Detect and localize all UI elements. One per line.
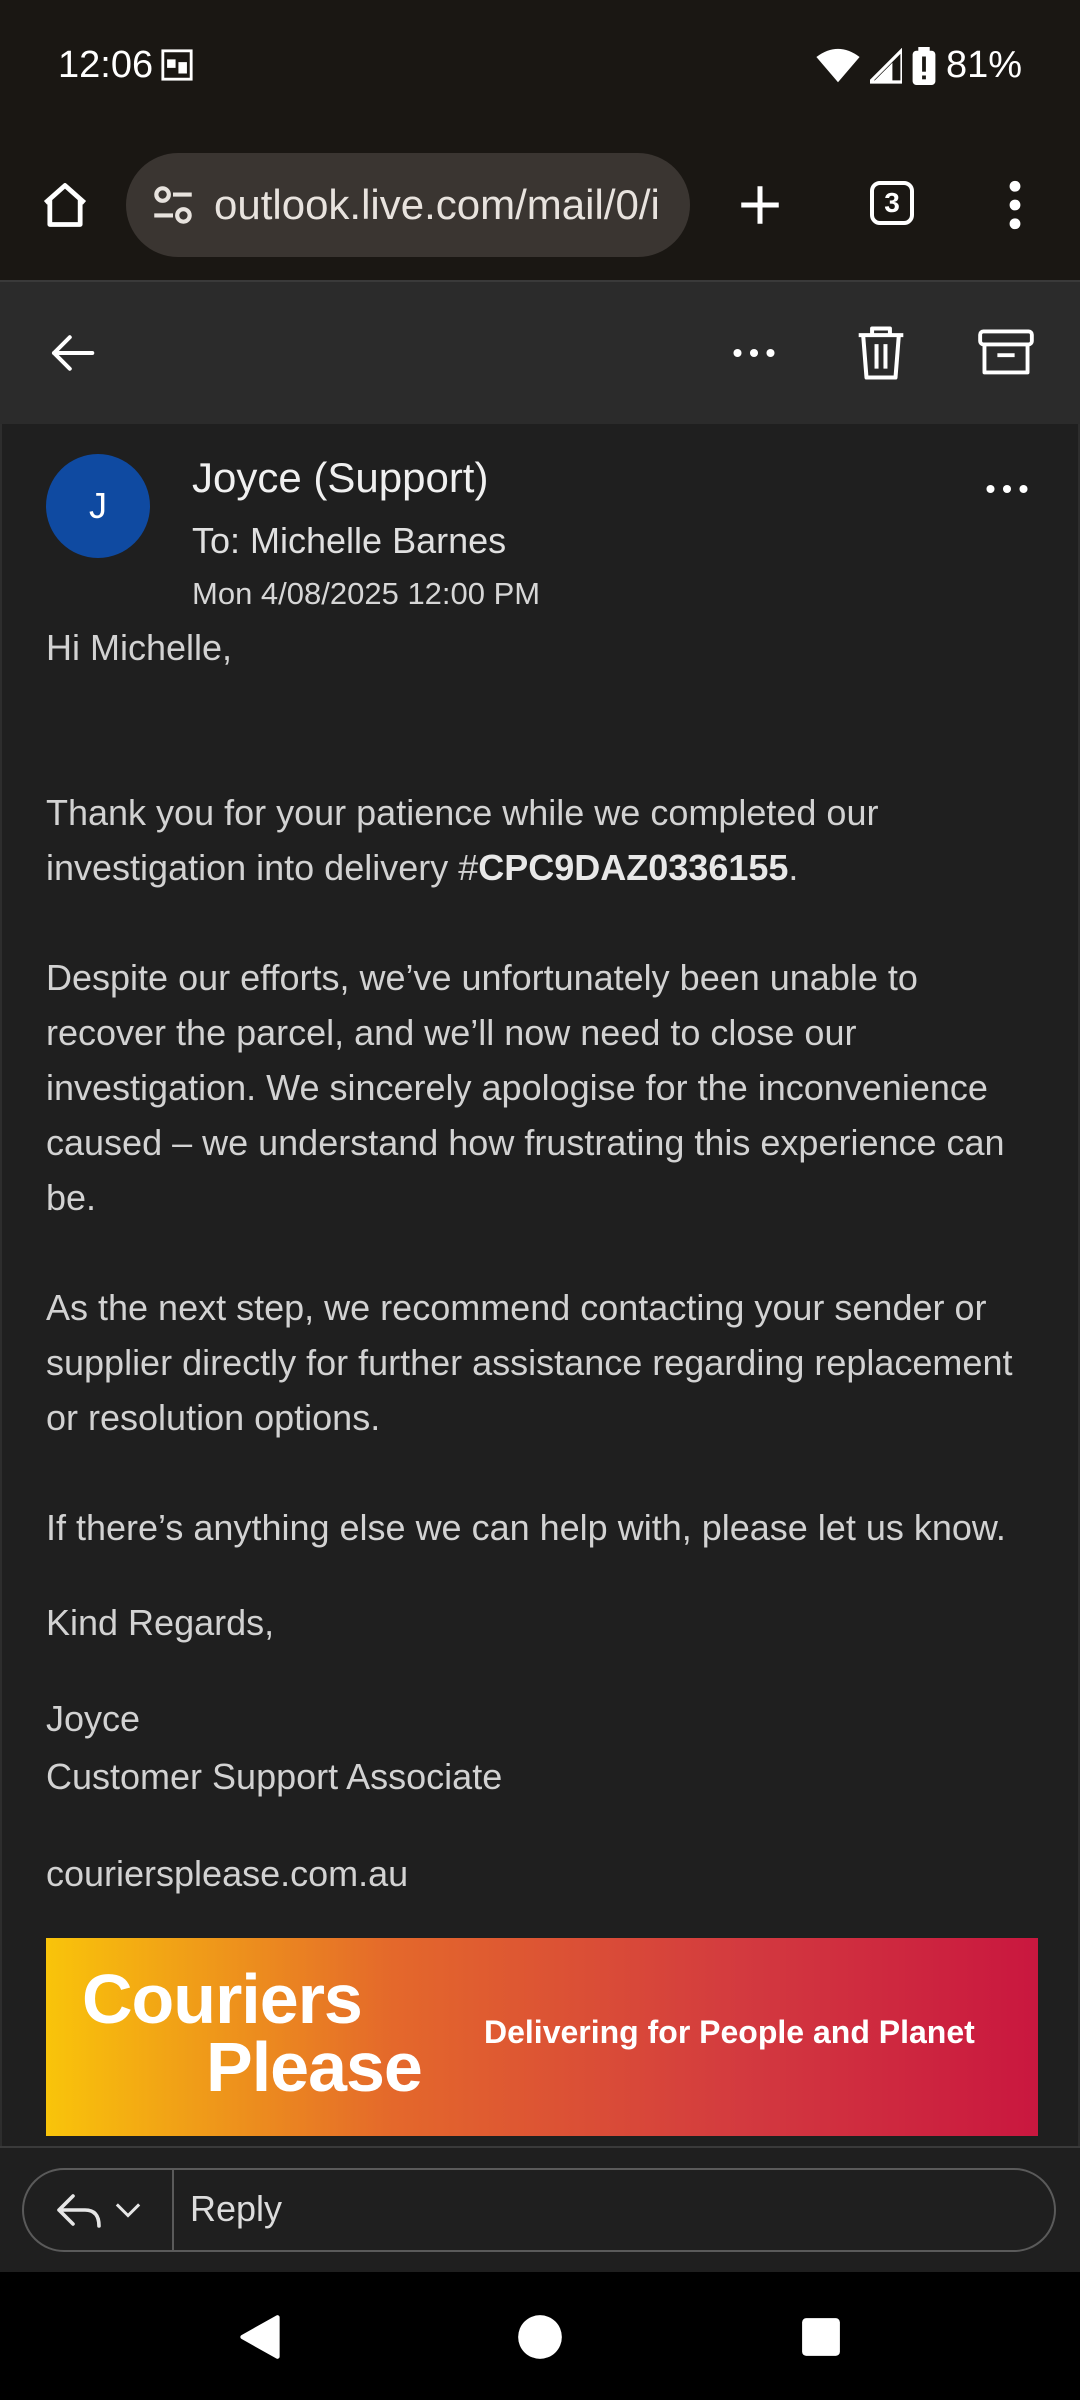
nav-home-button[interactable] bbox=[505, 2302, 575, 2372]
reply-icon bbox=[55, 2190, 103, 2230]
home-button[interactable] bbox=[30, 170, 100, 240]
browser-toolbar bbox=[0, 135, 1080, 280]
more-horiz-icon bbox=[985, 483, 1029, 495]
wifi-icon bbox=[816, 48, 860, 84]
message-more-button[interactable] bbox=[977, 464, 1037, 514]
battery-icon bbox=[912, 47, 936, 85]
reply-input[interactable] bbox=[22, 2168, 1056, 2252]
paragraph-1 bbox=[46, 785, 1046, 895]
nav-recents-icon bbox=[800, 2316, 842, 2358]
battery-percent: 81% bbox=[945, 44, 1022, 86]
banner-logo-line1: Couriers bbox=[82, 1960, 362, 2038]
plus-icon bbox=[735, 180, 785, 230]
home-icon bbox=[39, 179, 91, 231]
recipient-line: To: Michelle Barnes bbox=[192, 520, 507, 561]
archive-icon bbox=[978, 328, 1034, 378]
paragraph-2: Despite our efforts, we’ve unfortunately been unable to recover the parcel, and we’ll now need to close our investigation. We sincerely apologise for the inconvenience caused – we understand how frustrating this experience can be. bbox=[46, 957, 1005, 1218]
new-tab-button[interactable] bbox=[725, 170, 795, 240]
more-vert-icon bbox=[1008, 180, 1022, 230]
couriers-please-banner[interactable] bbox=[46, 1938, 1038, 2136]
system-nav-bar bbox=[0, 2272, 1080, 2400]
reply-label[interactable]: Reply bbox=[190, 2188, 283, 2229]
paragraph-1-text: Thank you for your patience while we completed our investigation into delivery # bbox=[46, 792, 879, 888]
browser-menu-button[interactable] bbox=[990, 170, 1040, 240]
reply-bar bbox=[0, 2146, 1080, 2272]
message-date: Mon 4/08/2025 12:00 PM bbox=[192, 576, 541, 611]
message-body bbox=[46, 620, 1046, 1901]
paragraph-1-end: . bbox=[788, 847, 799, 888]
tune-icon[interactable] bbox=[148, 180, 198, 230]
reply-options-button[interactable] bbox=[24, 2170, 174, 2250]
nav-home-icon bbox=[517, 2314, 563, 2360]
chevron-down-icon bbox=[115, 2202, 141, 2218]
paragraph-4: If there’s anything else we can help with, please let us know. bbox=[46, 1507, 1006, 1548]
sign-off: Kind Regards, bbox=[46, 1602, 275, 1643]
more-actions-button[interactable] bbox=[718, 317, 790, 389]
signature-title: Customer Support Associate bbox=[46, 1756, 503, 1797]
tab-switcher-button[interactable]: 3 bbox=[870, 181, 914, 225]
status-bar bbox=[0, 0, 1080, 135]
more-horiz-icon bbox=[732, 347, 776, 359]
banner-logo-line2: Please bbox=[206, 2028, 422, 2106]
trash-icon bbox=[854, 324, 908, 382]
url-text[interactable]: outlook.live.com/mail/0/i bbox=[214, 181, 660, 228]
delete-button[interactable] bbox=[845, 317, 917, 389]
signature bbox=[46, 1690, 1046, 1806]
nav-recents-button[interactable] bbox=[786, 2302, 856, 2372]
archive-button[interactable] bbox=[970, 317, 1042, 389]
signature-name: Joyce bbox=[46, 1698, 141, 1739]
arrow-left-icon bbox=[45, 326, 99, 380]
back-button[interactable] bbox=[36, 317, 108, 389]
mail-toolbar bbox=[0, 282, 1080, 424]
nav-back-button[interactable] bbox=[225, 2302, 295, 2372]
address-bar[interactable] bbox=[126, 153, 690, 257]
greeting: Hi Michelle, bbox=[46, 627, 233, 668]
tracking-number: CPC9DAZ0336155 bbox=[478, 847, 789, 888]
signal-icon bbox=[870, 48, 902, 84]
avatar[interactable]: J bbox=[46, 454, 150, 558]
status-time: 12:06 bbox=[58, 44, 154, 86]
sender-name[interactable]: Joyce (Support) bbox=[192, 454, 489, 501]
notification-icon bbox=[160, 48, 194, 82]
paragraph-3: As the next step, we recommend contacting your sender or supplier directly for further assistance regarding replacement or resolution options. bbox=[46, 1287, 1013, 1438]
nav-back-icon bbox=[237, 2313, 283, 2361]
message-view bbox=[0, 424, 1080, 2146]
website-link[interactable]: couriersplease.com.au bbox=[46, 1853, 409, 1894]
banner-tagline: Delivering for People and Planet bbox=[484, 2014, 975, 2050]
status-icons bbox=[816, 44, 1022, 87]
